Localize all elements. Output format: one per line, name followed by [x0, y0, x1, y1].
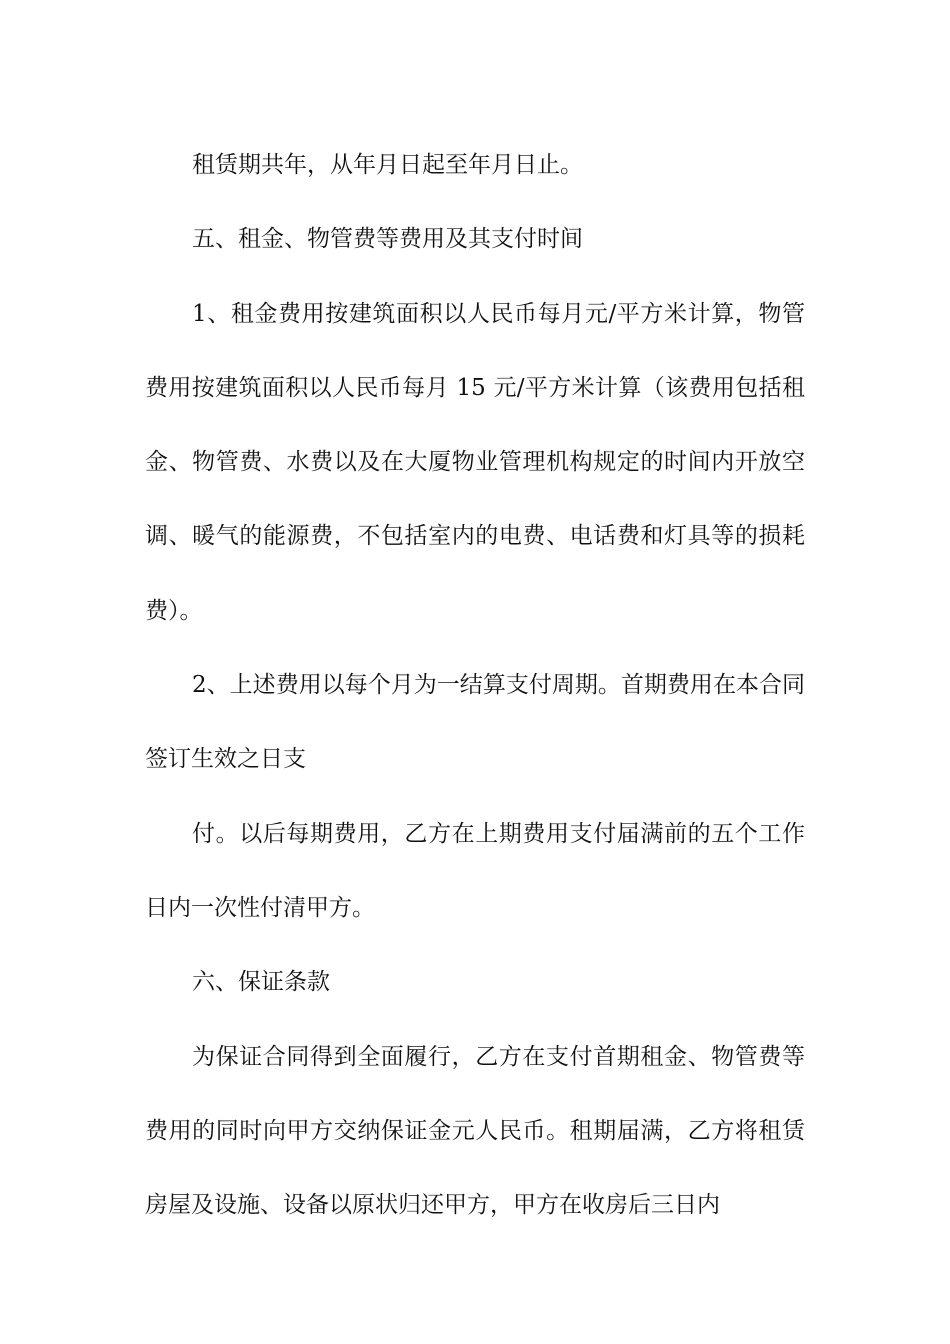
document-body — [145, 128, 805, 1242]
paragraph-clause-2: 2、上述费用以每个月为一结算支付周期。首期费用在本合同签订生效之日支 — [145, 672, 805, 773]
paragraph-lease-term: 租赁期共年，从年月日起至年月日止。 — [192, 152, 583, 178]
heading-section-five: 五、租金、物管费等费用及其支付时间 — [192, 226, 583, 253]
heading-section-six: 六、保证条款 — [192, 969, 330, 996]
paragraph-clause-2-continued: 付。以后每期费用，乙方在上期费用支付届满前的五个工作日内一次性付清甲方。 — [145, 820, 805, 921]
paragraph-guarantee: 为保证合同得到全面履行，乙方在支付首期租金、物管费等费用的同时向甲方交纳保证金元人民币。租期届满，乙方将租赁房屋及设施、设备以原状归还甲方，甲方在收房后三日内 — [145, 1043, 805, 1219]
paragraph-clause-1: 1、租金费用按建筑面积以人民币每月元/平方米计算，物管费用按建筑面积以人民币每月 15 元/平方米计算（该费用包括租金、物管费、水费以及在大厦物业管理机构规定的时间内开放空调、暖气的能源费，不包括室内的电费、电话费和灯具等的损耗费）。 — [145, 300, 805, 624]
